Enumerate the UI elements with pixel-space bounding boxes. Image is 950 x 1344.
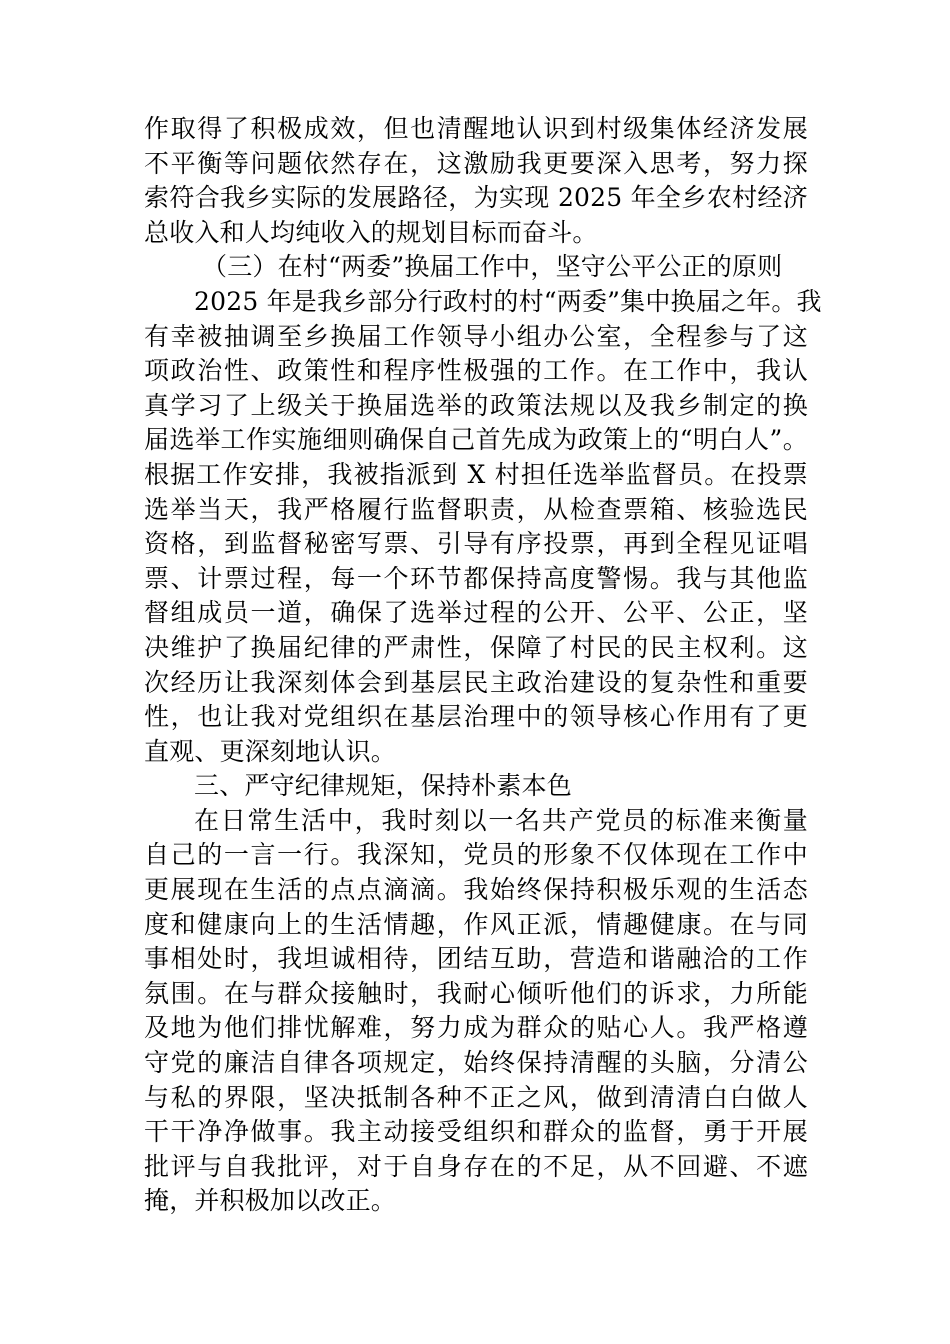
text-line: 掩，并积极加以改正。 [144, 1186, 397, 1216]
text-line: 干干净净做事。我主动接受组织和群众的监督，勇于开展 [144, 1117, 808, 1147]
text-line: 氛围。在与群众接触时，我耐心倾听他们的诉求，力所能 [144, 978, 808, 1008]
subheading-election: （三）在村“两委”换届工作中，坚守公平公正的原则 [202, 252, 783, 282]
text-line: 选举当天，我严格履行监督职责，从检查票箱、核验选民 [144, 494, 808, 524]
document-body [144, 112, 822, 1219]
text-line: 项政治性、政策性和程序性极强的工作。在工作中，我认 [144, 356, 808, 386]
text-line: 更展现在生活的点点滴滴。我始终保持积极乐观的生活态 [144, 875, 808, 905]
paragraph-election [144, 285, 822, 769]
text-line: 在日常生活中，我时刻以一名共产党员的标准来衡量 [194, 805, 808, 835]
paragraph-economy-continuation [144, 112, 808, 250]
text-line: 2025 年是我乡部分行政村的村“两委”集中换届之年。我 [194, 286, 822, 316]
text-line: 作取得了积极成效，但也清醒地认识到村级集体经济发展 [144, 114, 808, 143]
text-line: 决维护了换届纪律的严肃性，保障了村民的民主权利。这 [144, 632, 808, 662]
text-line: 届选举工作实施细则确保自己首先成为政策上的“明白人”。 [144, 425, 808, 455]
text-line: 直观、更深刻地认识。 [144, 736, 397, 766]
text-line: 督组成员一道，确保了选举过程的公开、公平、公正，坚 [144, 598, 808, 628]
text-line: 与私的界限，坚决抵制各种不正之风，做到清清白白做人 [144, 1082, 808, 1112]
text-line: 自己的一言一行。我深知，党员的形象不仅体现在工作中 [144, 840, 808, 870]
text-line: 事相处时，我坦诚相待，团结互助，营造和谐融洽的工作 [144, 944, 808, 974]
text-line: 度和健康向上的生活情趣，作风正派，情趣健康。在与同 [144, 909, 808, 939]
text-line: 及地为他们排忧解难，努力成为群众的贴心人。我严格遵 [144, 1013, 808, 1043]
text-line: 批评与自我批评，对于自身存在的不足，从不回避、不遮 [144, 1151, 808, 1181]
text-line: 性，也让我对党组织在基层治理中的领导核心作用有了更 [144, 702, 808, 732]
paragraph-discipline [144, 804, 808, 1219]
text-line: 有幸被抽调至乡换届工作领导小组办公室，全程参与了这 [144, 321, 808, 351]
text-line: 索符合我乡实际的发展路径，为实现 2025 年全乡农村经济 [144, 183, 808, 213]
text-line: 根据工作安排，我被指派到 X 村担任选举监督员。在投票 [144, 459, 808, 489]
text-line: 票、计票过程，每一个环节都保持高度警惕。我与其他监 [144, 563, 808, 593]
text-line: 守党的廉洁自律各项规定，始终保持清醒的头脑，分清公 [144, 1048, 808, 1078]
text-line: 真学习了上级关于换届选举的政策法规以及我乡制定的换 [144, 390, 808, 420]
section-heading-discipline: 三、严守纪律规矩，保持朴素本色 [194, 771, 573, 801]
text-line: 总收入和人均纯收入的规划目标而奋斗。 [144, 217, 598, 247]
text-line: 资格，到监督秘密写票、引导有序投票，再到全程见证唱 [144, 529, 808, 559]
text-line: 不平衡等问题依然存在，这激励我更要深入思考，努力探 [144, 148, 808, 178]
text-line: 次经历让我深刻体会到基层民主政治建设的复杂性和重要 [144, 667, 808, 697]
